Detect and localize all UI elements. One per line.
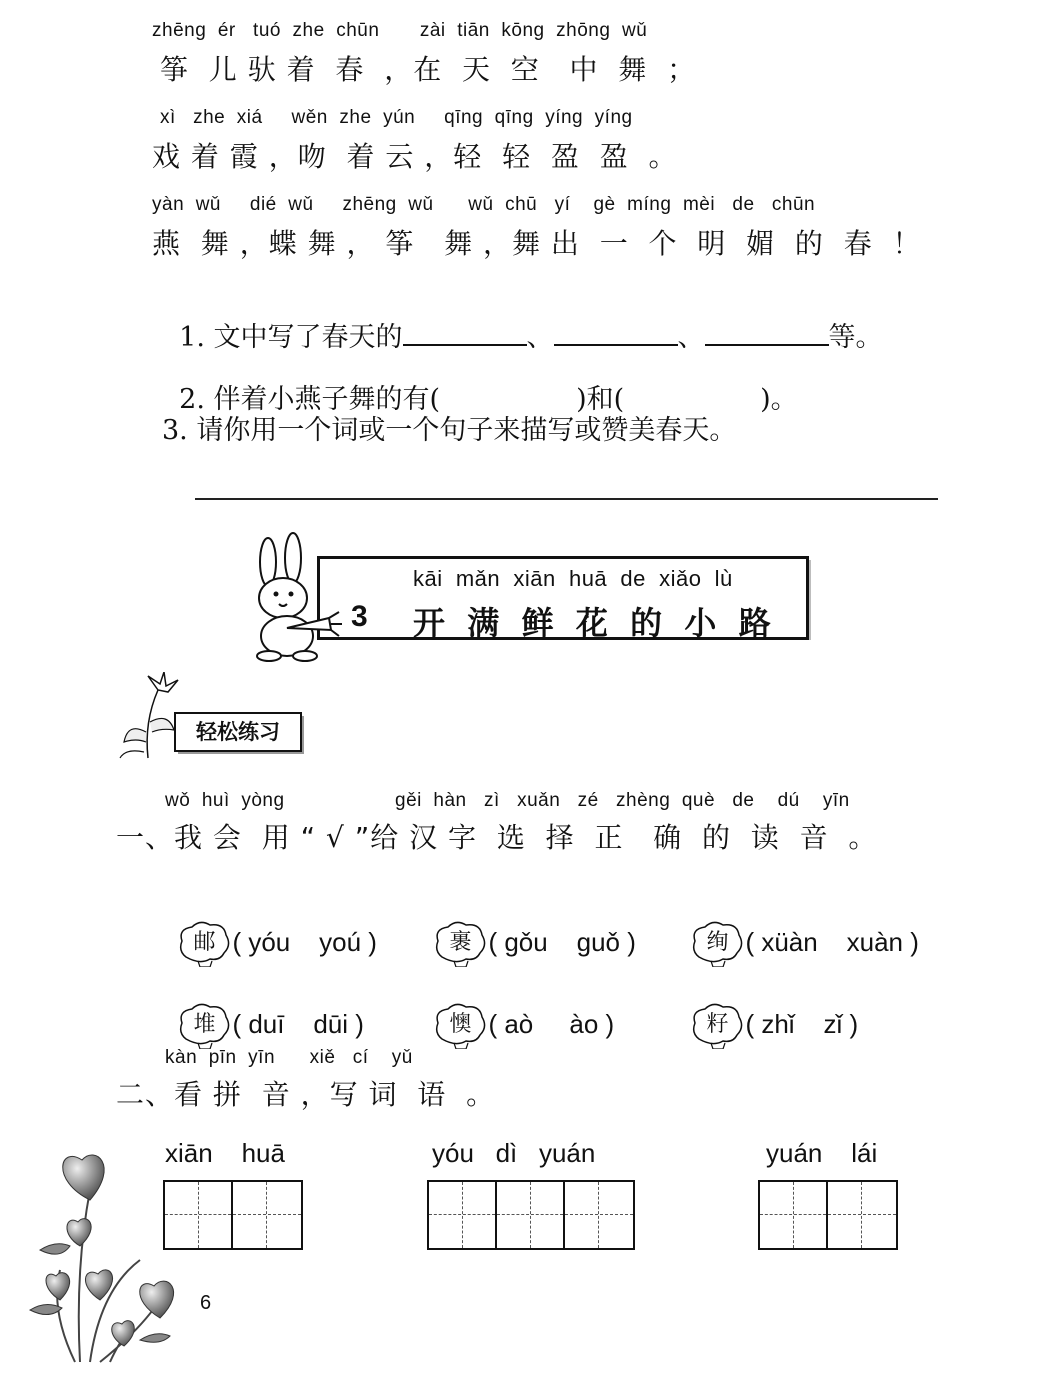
options-5[interactable]: ( aò ào ) — [488, 1008, 615, 1039]
grid-cell[interactable] — [565, 1182, 633, 1248]
answer-blank-3[interactable] — [705, 320, 829, 346]
writing-grid-3[interactable] — [758, 1180, 898, 1250]
part1-pinyin-b: gěi hàn zì xuǎn zé zhèng què de dú yīn — [395, 790, 850, 811]
char-4: 堆 — [193, 1012, 216, 1037]
char-bubble — [176, 921, 232, 967]
poem-line3-text: 燕 舞 ，蝶 舞 ， 筝 舞 ，舞 出 一 个 明 媚 的 春 ！ — [152, 227, 922, 260]
char-bubble — [432, 1003, 488, 1049]
lesson-pinyin: kāi mǎn xiān huā de xiǎo lù — [413, 566, 733, 591]
options-4[interactable]: ( duī dūi ) — [232, 1008, 364, 1039]
writing-grid-2[interactable] — [427, 1180, 635, 1250]
pinyin-choice-4 — [162, 972, 364, 1049]
answer-blank-2[interactable] — [554, 320, 678, 346]
char-bubble — [689, 1003, 745, 1049]
lesson-banner — [243, 532, 813, 662]
grid-cell[interactable] — [828, 1182, 896, 1248]
part1-pinyin-a: wǒ huì yòng — [165, 790, 285, 811]
char-2: 裹 — [449, 930, 472, 955]
answer-blank-1[interactable] — [403, 320, 527, 346]
word-pinyin-2: yóu dì yuán — [432, 1138, 596, 1168]
part2-pinyin: kàn pīn yīn xiě cí yǔ — [165, 1047, 413, 1068]
grid-cell[interactable] — [429, 1182, 497, 1248]
poem-line1-text: 筝 儿 驮 着 春 ，在 天 空 中 舞 ； — [160, 53, 697, 86]
question-2: 2. 伴着小燕子舞的有( )和( )。 — [179, 384, 798, 415]
poem-line3-pinyin: yàn wǔ dié wǔ zhēng wǔ wǔ chū yí gè míng mèi de chūn — [152, 194, 816, 215]
lesson-number: 3 — [351, 600, 368, 633]
page-number: 6 — [200, 1292, 212, 1314]
char-bubble — [176, 1003, 232, 1049]
grid-cell[interactable] — [497, 1182, 565, 1248]
rabbit-icon — [243, 532, 343, 662]
heart-flowers-icon — [20, 1150, 190, 1365]
options-6[interactable]: ( zhǐ zǐ ) — [745, 1008, 859, 1039]
char-1: 邮 — [193, 930, 216, 955]
pinyin-choice-5 — [418, 972, 614, 1049]
section-label-area — [118, 672, 308, 760]
part2-heading: 二、看 拼 音 ，写 词 语 。 — [116, 1078, 496, 1111]
options-3[interactable]: ( xüàn xuàn ) — [745, 926, 919, 957]
poem-line2-text: 戏 着 霞 ，吻 着 云 ，轻 轻 盈 盈 。 — [152, 140, 678, 173]
question-1: 1. 文中写了春天的 、 、 等。 — [179, 322, 883, 353]
pinyin-choice-6 — [675, 972, 858, 1049]
pinyin-choice-2 — [418, 890, 636, 967]
word-pinyin-1: xiān huā — [165, 1138, 285, 1168]
pinyin-choice-3 — [675, 890, 919, 967]
char-bubble — [689, 921, 745, 967]
grid-cell[interactable] — [760, 1182, 828, 1248]
char-bubble — [432, 921, 488, 967]
options-1[interactable]: ( yóu yoú ) — [232, 926, 377, 957]
poem-line1-pinyin: zhēng ér tuó zhe chūn zài tiān kōng zhōng wǔ — [152, 20, 648, 41]
char-6: 籽 — [706, 1012, 729, 1037]
question-3: 3. 请你用一个词或一个句子来描写或赞美春天。 — [162, 415, 737, 446]
lesson-title: 开 满 鲜 花 的 小 路 — [413, 604, 771, 642]
word-pinyin-3: yuán lái — [766, 1138, 878, 1168]
answer-line-3[interactable] — [195, 498, 938, 500]
part1-heading: 一、我 会 用 “ √ ”给 汉 字 选 择 正 确 的 读 音 。 — [116, 821, 878, 854]
char-3: 绚 — [706, 930, 729, 955]
pinyin-choice-1 — [162, 890, 377, 967]
char-5: 懊 — [449, 1012, 472, 1037]
poem-line2-pinyin: xì zhe xiá wěn zhe yún qīng qīng yíng yíng — [160, 107, 633, 128]
section-label: 轻松练习 — [174, 712, 302, 752]
grid-cell[interactable] — [233, 1182, 301, 1248]
options-2[interactable]: ( gǒu guǒ ) — [488, 926, 636, 957]
